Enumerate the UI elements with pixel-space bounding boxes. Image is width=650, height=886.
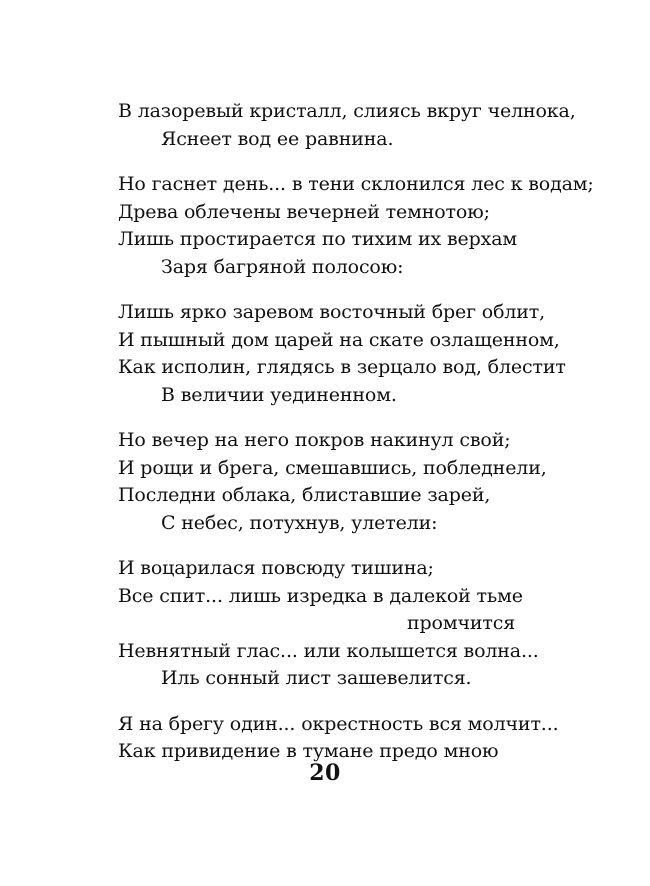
stanza bbox=[118, 427, 588, 537]
poem-line: С небес, потухнув, улетели: bbox=[161, 511, 438, 534]
stanza bbox=[118, 299, 588, 409]
poem-line: промчится bbox=[407, 612, 516, 634]
poem-line: И рощи и брега, смешавшись, побледнели, bbox=[118, 456, 547, 479]
poem-line: Яснеет вод ее равнина. bbox=[161, 127, 394, 150]
poem-line: В лазоревый кристалл, слиясь вкруг челнока, bbox=[118, 100, 576, 122]
poem-line: Как привидение в тумане предо мною bbox=[118, 740, 499, 762]
poem-line: В величии уединенном. bbox=[161, 383, 397, 406]
poem-line: Иль сонный лист зашевелится. bbox=[161, 667, 472, 689]
poem-line: Но вечер на него покров накинул свой; bbox=[118, 429, 511, 451]
poem-line: Невнятный глас... или колышется волна... bbox=[118, 639, 539, 662]
poem-line: И пышный дом царей на скате озлащенном, bbox=[118, 328, 560, 351]
poem-line: Я на брегу один... окрестность вся молчит... bbox=[118, 712, 559, 735]
poem-line: Заря багряной полосою: bbox=[161, 255, 404, 278]
page-number: 20 bbox=[309, 760, 341, 786]
stanza bbox=[118, 711, 588, 766]
poem-line: Как исполин, глядясь в зерцало вод, блестит bbox=[118, 356, 566, 378]
stanza bbox=[118, 98, 588, 153]
stanza bbox=[118, 171, 594, 281]
poem-line: Лишь ярко заревом восточный брег облит, bbox=[118, 301, 546, 323]
poem-line: Лишь простирается по тихим их верхам bbox=[118, 228, 518, 250]
poem-line: Последни облака, блиставшие зарей, bbox=[118, 484, 491, 506]
poem-line: Древа облечены вечерней темнотою; bbox=[118, 200, 490, 223]
stanza bbox=[118, 555, 588, 693]
poem-line: И воцарилася повсюду тишина; bbox=[118, 557, 434, 579]
poem-text bbox=[118, 98, 594, 784]
poem-line: Но гаснет день... в тени склонился лес к водам; bbox=[118, 173, 594, 195]
poem-line: Все спит... лишь изредка в далекой тьме bbox=[118, 584, 523, 607]
